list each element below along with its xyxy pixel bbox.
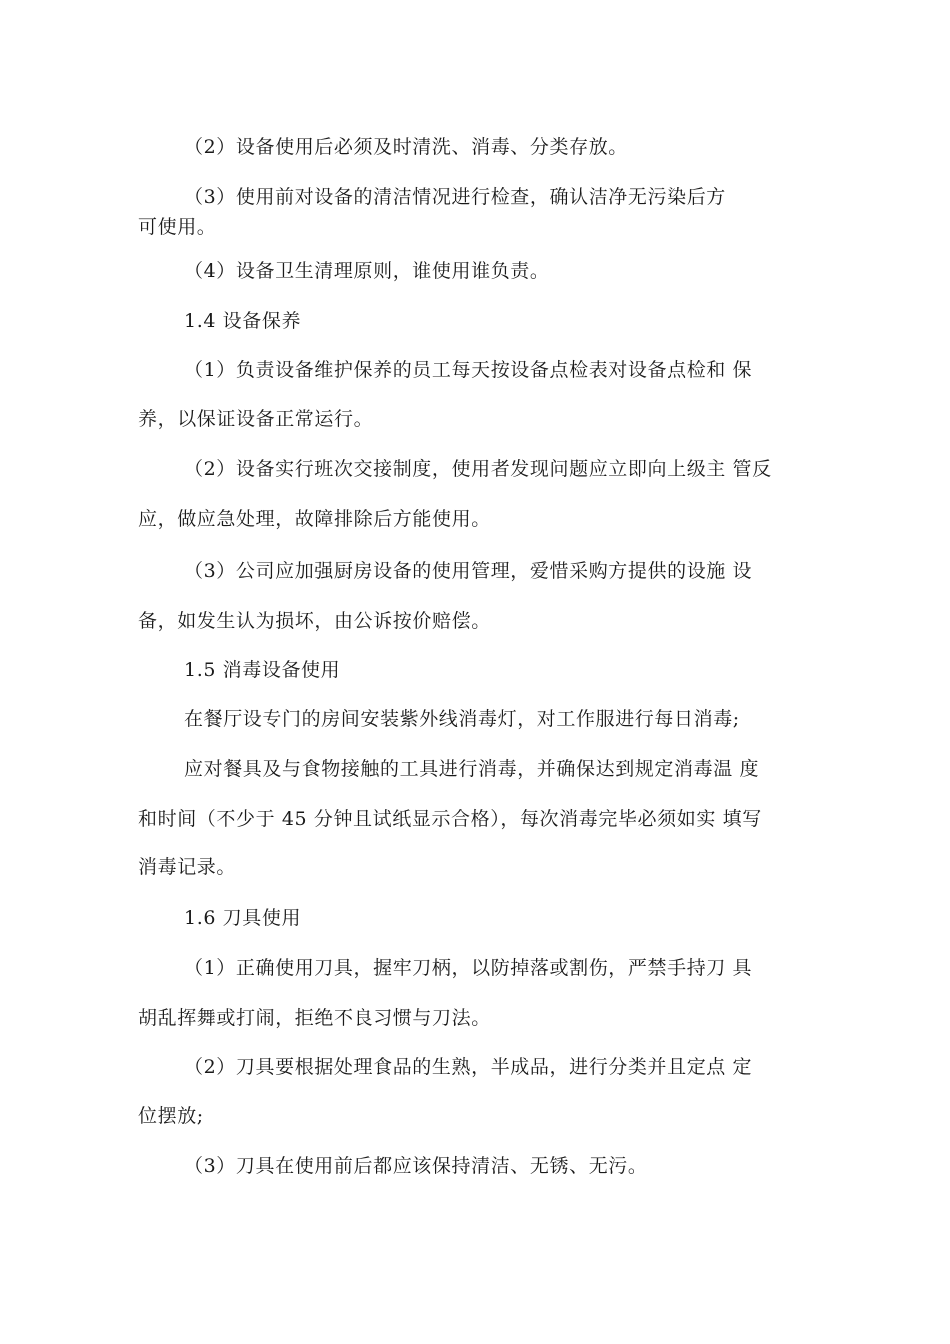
text-line: （1）正确使用刀具，握牢刀柄，以防掉落或割伤，严禁手持刀 具: [184, 957, 753, 979]
text-line: （1）负责设备维护保养的员工每天按设备点检表对设备点检和 保: [184, 359, 753, 381]
text-line: 可使用。: [138, 216, 217, 238]
text-line: 在餐厅设专门的房间安装紫外线消毒灯，对工作服进行每日消毒;: [184, 708, 740, 730]
text-line: （3）公司应加强厨房设备的使用管理，爱惜采购方提供的设施 设: [184, 560, 753, 582]
section-heading: 1.4 设备保养: [184, 310, 302, 332]
text-line: 应，做应急处理，故障排除后方能使用。: [138, 508, 491, 530]
text-line: 胡乱挥舞或打闹，拒绝不良习惯与刀法。: [138, 1007, 491, 1029]
text-line: （2）刀具要根据处理食品的生熟，半成品，进行分类并且定点 定: [184, 1056, 753, 1078]
text-line: 备，如发生认为损坏，由公诉按价赔偿。: [138, 610, 491, 632]
section-heading: 1.6 刀具使用: [184, 907, 302, 929]
text-line: （4）设备卫生清理原则，谁使用谁负责。: [184, 260, 550, 282]
text-line: 养，以保证设备正常运行。: [138, 408, 374, 430]
text-line: 消毒记录。: [138, 856, 237, 878]
text-line: （2）设备使用后必须及时清洗、消毒、分类存放。: [184, 136, 628, 158]
text-line: 和时间（不少于 45 分钟且试纸显示合格），每次消毒完毕必须如实 填写: [138, 808, 762, 830]
text-line: （2）设备实行班次交接制度，使用者发现问题应立即向上级主 管反: [184, 458, 772, 480]
section-heading: 1.5 消毒设备使用: [184, 659, 341, 681]
text-line: 应对餐具及与食物接触的工具进行消毒，并确保达到规定消毒温 度: [184, 758, 760, 780]
text-line: （3）使用前对设备的清洁情况进行检查，确认洁净无污染后方: [184, 186, 726, 208]
text-line: 位摆放;: [138, 1105, 204, 1127]
text-line: （3）刀具在使用前后都应该保持清洁、无锈、无污。: [184, 1155, 648, 1177]
